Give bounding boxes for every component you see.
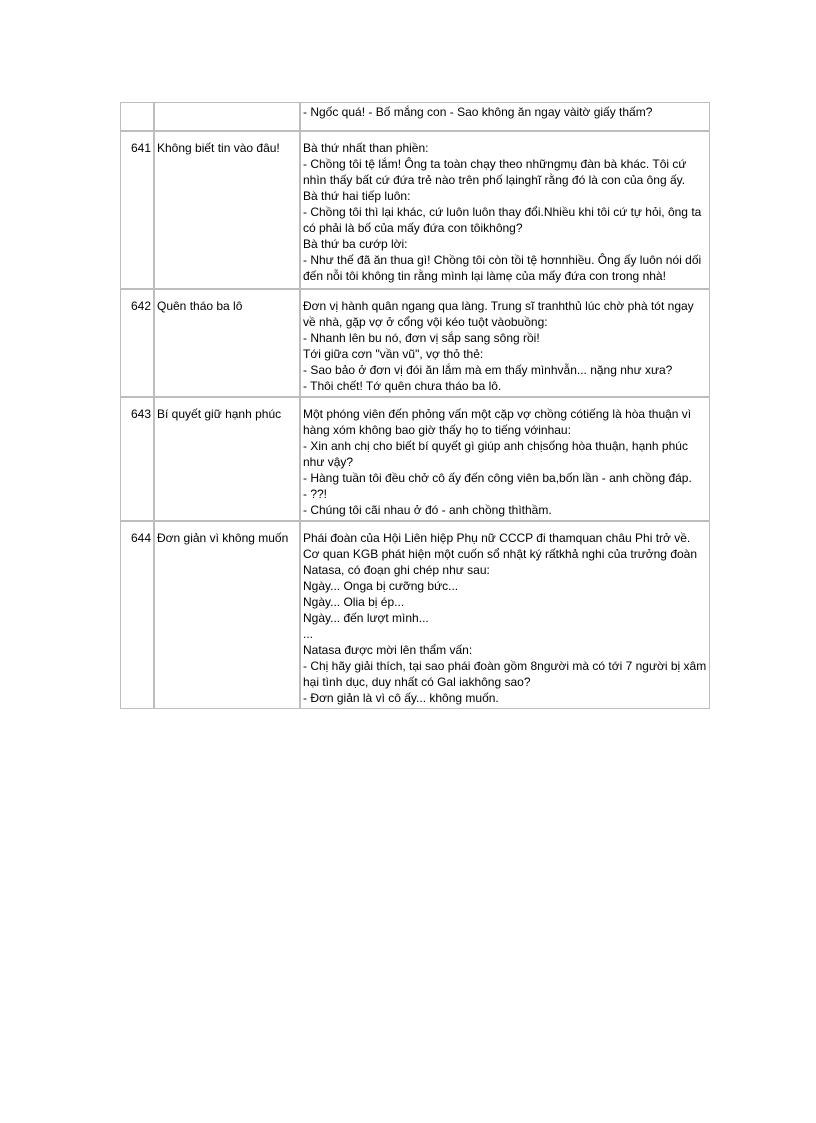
table-row [120, 131, 710, 289]
joke-title: Quên tháo ba lô [154, 289, 300, 397]
joke-number [120, 102, 154, 131]
joke-line: - Xin anh chị cho biết bí quyết gì giúp anh chịsống hòa thuận, hạnh phúc như vậy? [303, 439, 688, 469]
joke-line: - Như thế đã ăn thua gì! Chồng tôi còn tồi tệ hơnnhiều. Ông ấy luôn nói dối đến nỗi tôi không tin rằng mình lại làmẹ của mấy đứa con trong nhà! [303, 253, 702, 283]
joke-line: - Nhanh lên bu nó, đơn vị sắp sang sông rồi! [303, 331, 540, 345]
joke-line: Phái đoàn của Hội Liên hiệp Phụ nữ CCCP đi thamquan châu Phi trở về. Cơ quan KGB phát hiện một cuốn sổ nhật ký rấtkhả nghi của trưởng đoàn Natasa, có đoạn ghi chép như sau: [303, 531, 698, 577]
table-row [120, 397, 710, 521]
jokes-table [120, 102, 710, 709]
joke-body [300, 102, 710, 131]
joke-body [300, 397, 710, 521]
joke-body [300, 521, 710, 709]
joke-title [154, 102, 300, 131]
joke-line: Đơn vị hành quân ngang qua làng. Trung sĩ tranhthủ lúc chờ phà tót ngay về nhà, gặp vợ ở cổng vội kéo tuột vàobuồng: [303, 299, 694, 329]
joke-line: - Thôi chết! Tớ quên chưa tháo ba lô. [303, 379, 502, 393]
joke-number: 644 [120, 521, 154, 709]
joke-line: - Chị hãy giải thích, tại sao phái đoàn gồm 8người mà có tới 7 người bị xâm hại tình dục, duy nhất có Gal iakhông sao? [303, 659, 707, 689]
joke-number: 641 [120, 131, 154, 289]
joke-line: - Chồng tôi thì lại khác, cứ luôn luôn thay đổi.Nhiều khi tôi cứ tự hỏi, ông ta có phải là bố của mấy đứa con tôikhông? [303, 205, 702, 235]
joke-line: Bà thứ ba cướp lời: [303, 237, 408, 251]
joke-line: Bà thứ nhất than phiền: [303, 141, 429, 155]
joke-line: Natasa được mời lên thẩm vấn: [303, 643, 473, 657]
joke-line: - Đơn giản là vì cô ấy... không muốn. [303, 691, 499, 705]
joke-title: Bí quyết giữ hạnh phúc [154, 397, 300, 521]
joke-title: Đơn giản vì không muốn [154, 521, 300, 709]
joke-line: Tới giữa cơn "vần vũ", vợ thỏ thẻ: [303, 347, 484, 361]
joke-title: Không biết tin vào đâu! [154, 131, 300, 289]
joke-line: - Chúng tôi cãi nhau ở đó - anh chồng thìthầm. [303, 503, 552, 517]
joke-line: ... [303, 627, 314, 641]
joke-line: - Chồng tôi tệ lắm! Ông ta toàn chạy theo nhữngmụ đàn bà khác. Tôi cứ nhìn thấy bất cứ đứa trẻ nào trên phố lạinghĩ rằng đó là con của ông ấy. [303, 157, 687, 187]
joke-number: 642 [120, 289, 154, 397]
joke-line: - Ngốc quá! - Bố mắng con - Sao không ăn ngay vàitờ giấy thấm? [303, 105, 653, 119]
joke-line: - Sao bảo ở đơn vị đói ăn lắm mà em thấy mìnhvẫn... nặng như xưa? [303, 363, 673, 377]
joke-line: Ngày... Olia bị ép... [303, 595, 405, 609]
joke-line: Ngày... đến lượt mình... [303, 611, 429, 625]
table-row [120, 289, 710, 397]
joke-line: - ??! [303, 487, 328, 501]
joke-body [300, 131, 710, 289]
table-row [120, 102, 710, 131]
table-row [120, 521, 710, 709]
joke-line: Bà thứ hai tiếp luôn: [303, 189, 411, 203]
joke-line: Một phóng viên đến phỏng vấn một cặp vợ chồng cótiếng là hòa thuận vì hàng xóm không bao giờ thấy họ to tiếng vớinhau: [303, 407, 692, 437]
joke-line: - Hàng tuần tôi đều chở cô ấy đến công viên ba,bốn lần - anh chồng đáp. [303, 471, 692, 485]
joke-line: Ngày... Onga bị cưỡng bức... [303, 579, 459, 593]
joke-number: 643 [120, 397, 154, 521]
joke-body [300, 289, 710, 397]
